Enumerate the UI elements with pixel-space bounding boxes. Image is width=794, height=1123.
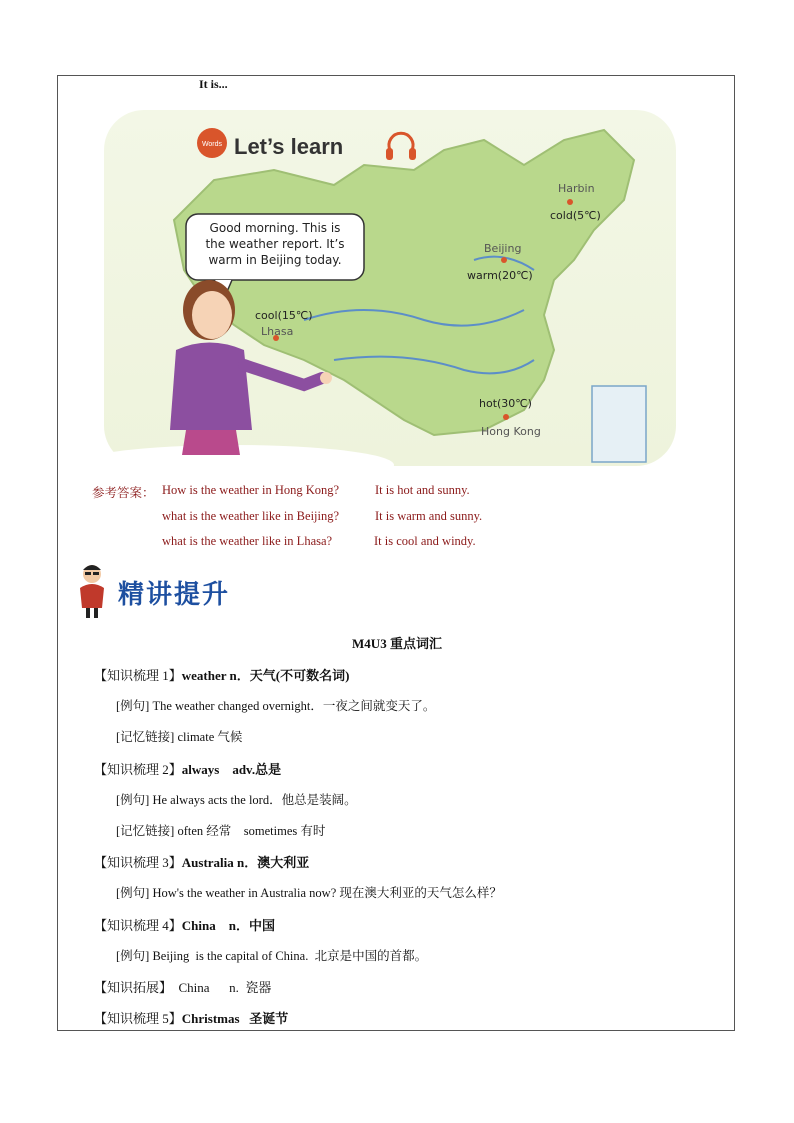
answer-question-2: what is the weather like in Beijing?	[162, 509, 340, 523]
example-line: [例句] He always acts the lord．他总是装阔。	[116, 793, 357, 807]
lhasa-label: Lhasa	[261, 325, 294, 338]
answer-question-3: what is the weather like in Lhasa?	[162, 534, 333, 548]
item-tag: 【知识梳理 1】	[94, 668, 182, 683]
item-head: always adv.总是	[181, 762, 282, 777]
harbin-dot	[567, 199, 573, 205]
banner-title: 精讲提升	[118, 580, 231, 610]
example-line: [例句] The weather changed overnight．一夜之间就变天了。	[116, 699, 436, 713]
map-inset-box	[592, 386, 646, 462]
item-tag: 【知识梳理 2】	[94, 762, 182, 777]
hong-kong-dot	[503, 414, 509, 420]
hong-kong-weather: hot(30℃)	[479, 397, 532, 410]
knowledge-item-2	[94, 759, 281, 778]
item-head: Australia n．澳大利亚	[181, 855, 310, 870]
harbin-label: Harbin	[558, 182, 595, 195]
hong-kong-label: Hong Kong	[481, 425, 541, 438]
words-badge-text: Words	[201, 141, 223, 148]
beijing-weather: warm(20℃)	[467, 269, 533, 282]
knowledge-item-5	[94, 1008, 288, 1027]
item-head: China n．中国	[181, 918, 275, 933]
item-head: Christmas 圣诞节	[181, 1011, 289, 1026]
section-title: M4U3 重点词汇	[352, 636, 442, 651]
answer-question-1: How is the weather in Hong Kong?	[162, 483, 340, 497]
lets-learn-illustration	[104, 110, 676, 466]
knowledge-item-3	[94, 852, 309, 871]
teacher-icon	[80, 565, 104, 618]
beijing-label: Beijing	[484, 242, 522, 255]
answer-reply-2: It is warm and sunny.	[375, 509, 483, 523]
answer-reply-3: It is cool and windy.	[374, 534, 476, 548]
lets-learn-title: Let’s learn	[234, 134, 344, 159]
headphones-icon-left	[386, 148, 393, 160]
bubble-line-2: the weather report. It’s	[205, 237, 345, 251]
item-tag: 【知识梳理 5】	[94, 1011, 182, 1026]
item-tag: 【知识梳理 4】	[94, 918, 182, 933]
item-head: weather n．天气(不可数名词)	[181, 668, 350, 683]
it-is-text: It is...	[199, 77, 228, 91]
bubble-line-3: warm in Beijing today.	[208, 253, 342, 267]
headphones-icon-right	[409, 148, 416, 160]
memory-link-line: [记忆链接] climate 气候	[116, 730, 243, 744]
knowledge-item-1	[94, 665, 349, 684]
beijing-dot	[501, 257, 507, 263]
example-line: [例句] Beijing is the capital of China. 北京是中国的首都。	[116, 949, 428, 963]
knowledge-item-4	[94, 915, 275, 934]
knowledge-extension	[94, 977, 271, 996]
jingjiang-banner	[74, 560, 254, 620]
item-text: China n. 瓷器	[172, 980, 272, 995]
example-line: [例句] How's the weather in Australia now? 现在澳大利亚的天气怎么样？	[116, 886, 502, 900]
harbin-weather: cold(5℃)	[550, 209, 601, 222]
answer-reply-1: It is hot and sunny.	[375, 483, 470, 497]
lhasa-weather: cool(15℃)	[255, 309, 313, 322]
item-tag: 【知识梳理 3】	[94, 855, 182, 870]
memory-link-line: [记忆链接] often 经常 sometimes 有时	[116, 824, 326, 838]
item-tag: 【知识拓展】	[94, 980, 173, 995]
answers-label: 参考答案：	[92, 486, 155, 500]
bubble-line-1: Good morning. This is	[209, 221, 341, 235]
